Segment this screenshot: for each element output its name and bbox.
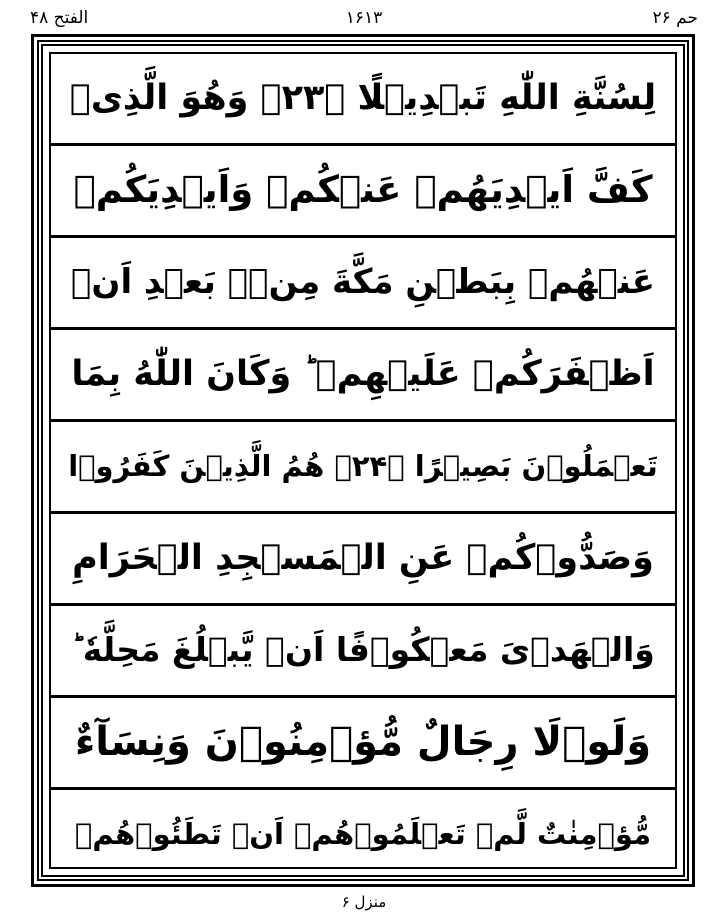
text-line: [51, 698, 675, 786]
verse-text: تَعۡمَلُوۡنَ بَصِيۡرًا ﴿۲۴﴾ هُمُ الَّذِيۡنَ كَفَرُوۡا: [68, 449, 658, 483]
verse-text: مُّؤۡمِنٰتٌ لَّمۡ تَعۡلَمُوۡهُمۡ اَنۡ تَطَئُوۡهُمۡ: [74, 817, 652, 851]
page-number: ۱۶۱۳: [345, 8, 383, 28]
text-line: [51, 606, 675, 694]
text-line: [51, 54, 675, 142]
text-block: [51, 54, 675, 867]
verse-text: وَصَدُّوۡكُمۡ عَنِ الۡمَسۡجِدِ الۡحَرَامِ: [72, 538, 654, 578]
verse-text: اَظۡفَرَكُمۡ عَلَيۡهِمۡ ؕ وَكَانَ اللّٰهُ بِمَا: [71, 354, 655, 394]
page-header: [30, 6, 698, 32]
manzil-label: منزل ۶: [341, 893, 387, 911]
text-line: [51, 330, 675, 418]
text-line: [51, 146, 675, 234]
juz-label: حم ۲۶: [652, 8, 698, 28]
surah-label: الفتح ۴۸: [30, 8, 89, 28]
text-line: [51, 238, 675, 326]
verse-text: كَفَّ اَيۡدِيَهُمۡ عَنۡكُمۡ وَاَيۡدِيَكُمۡ: [73, 168, 653, 211]
text-line: [51, 422, 675, 510]
text-line: [51, 790, 675, 878]
text-line: [51, 514, 675, 602]
verse-text: عَنۡهُمۡ بِبَطۡنِ مَكَّةَ مِنۡۢ بَعۡدِ اَنۡ: [71, 262, 655, 302]
verse-text: لِسُنَّةِ اللّٰهِ تَبۡدِيۡلًا ﴿۲۳﴾ وَهُوَ الَّذِىۡ: [69, 78, 657, 118]
verse-text: وَلَوۡلَا رِجَالٌ مُّؤۡمِنُوۡنَ وَنِسَآءٌ: [74, 719, 652, 765]
verse-text: وَالۡهَدۡىَ مَعۡكُوۡفًا اَنۡ يَّبۡلُغَ مَحِلَّهٗ ؕ: [71, 630, 655, 669]
